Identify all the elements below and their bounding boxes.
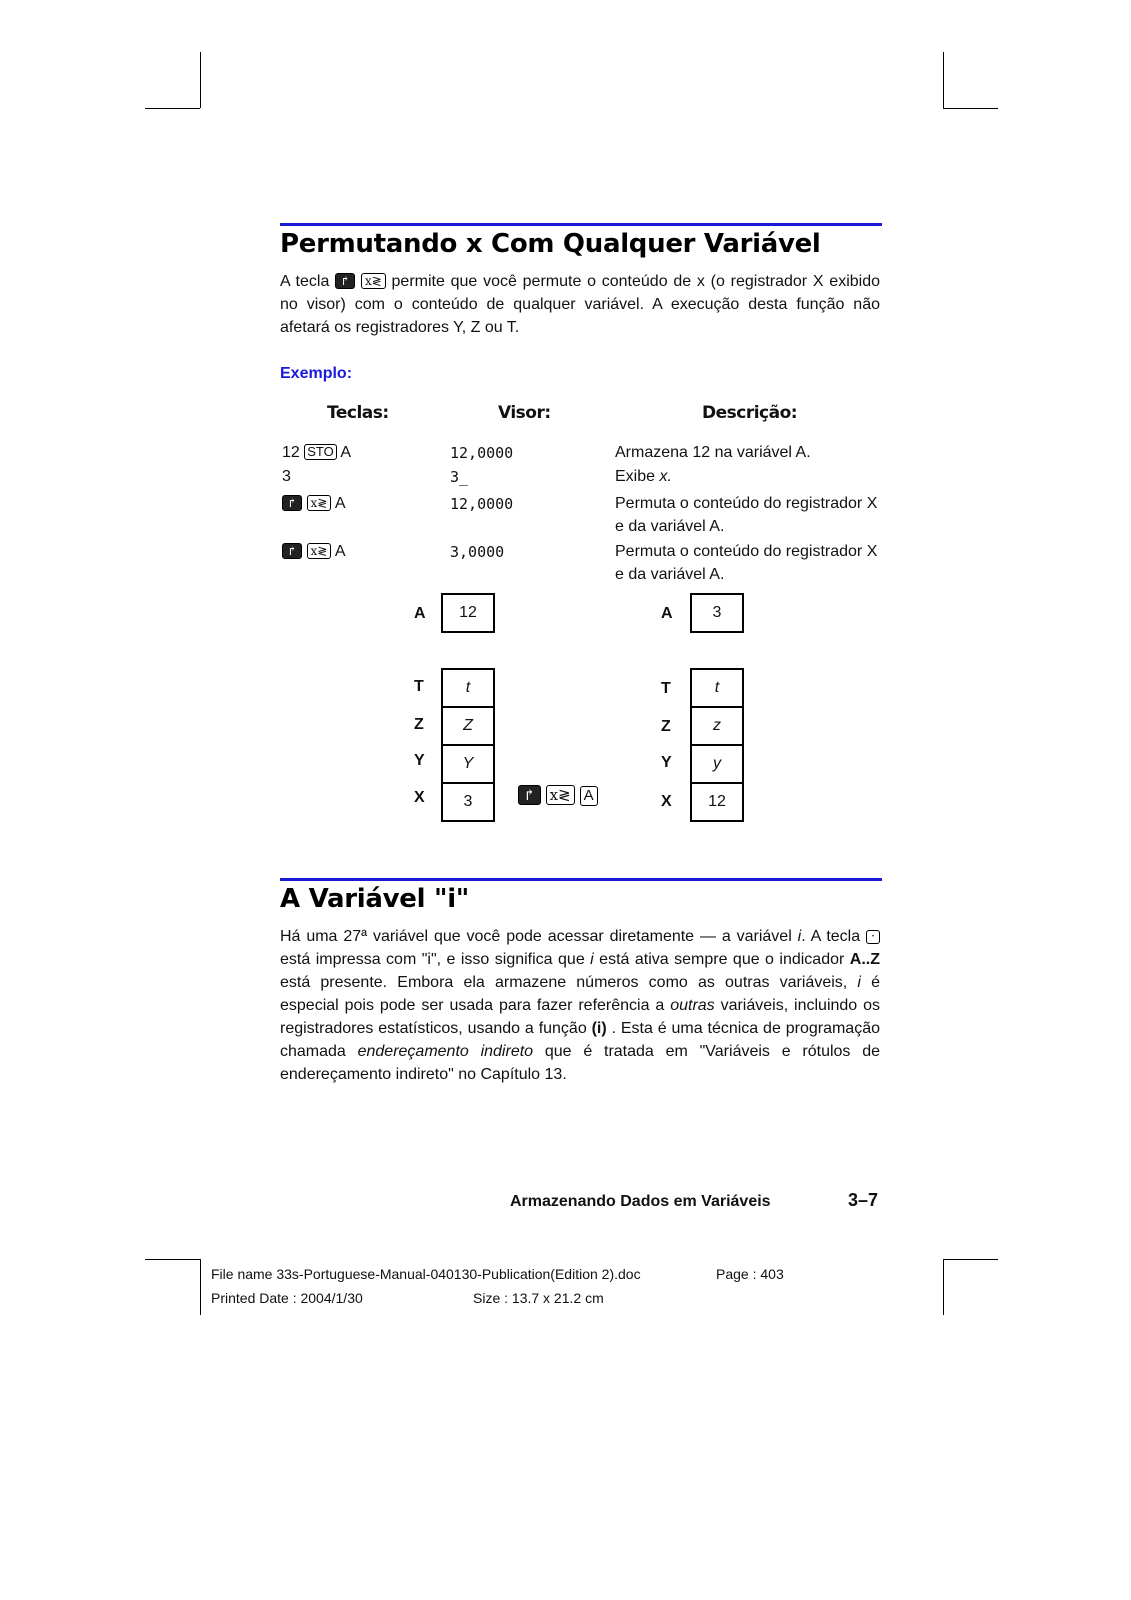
crop-mark [943, 1259, 998, 1260]
crop-mark [943, 1259, 944, 1315]
register-y: y [692, 746, 742, 784]
register-x: 3 [463, 793, 473, 810]
dot-key-icon: · [866, 930, 880, 944]
register-label: Y [414, 752, 425, 769]
row-description: Armazena 12 na variável A. [615, 444, 811, 461]
x-swap-key-icon: x≷ [361, 273, 386, 289]
row-display: 3,0000 [450, 543, 505, 561]
row-display: 12,0000 [450, 495, 514, 513]
crop-mark [145, 108, 200, 109]
register-t: t [692, 670, 742, 708]
register-label: T [661, 680, 671, 697]
header-display: Visor: [498, 403, 551, 423]
page-number: 3–7 [848, 1190, 879, 1210]
shift-key-icon: ↱ [282, 543, 302, 559]
a-key-icon: A [580, 786, 598, 806]
row-keys: ↱ x≷ A [282, 540, 346, 563]
shift-key-icon: ↱ [335, 273, 355, 289]
register-stack [690, 668, 744, 822]
register-y: Y [443, 746, 493, 784]
x-swap-key-icon: x≷ [546, 785, 575, 805]
section-body: Há uma 27ª variável que você pode acessar diretamente — a variável i. A tecla · está impressa com "i", e isso significa que i está ativa sempre que o indicador A..Z está presente. Embora ela armazene números como as outras variáveis, i é especial pois pode ser usada para fazer referência a outras variáveis, incluindo os registradores estatísticos, usando a função (i) . Esta é uma técnica de programação chamada endereçamento indireto que é tratada em "Variáveis e rótulos de endereçamento indireto" no Capítulo 13. [280, 928, 881, 1083]
section-heading: A Variável "i" [280, 884, 470, 914]
crop-mark [200, 52, 201, 108]
row-keys: 3 [282, 468, 291, 485]
x-swap-key-icon: x≷ [307, 543, 332, 559]
row-display: 12,0000 [450, 444, 514, 462]
register-t: t [443, 670, 493, 708]
row-description: Permuta o conteúdo do registrador X e da variável A. [615, 495, 878, 535]
section-rule [280, 223, 882, 226]
example-title: Exemplo: [280, 365, 353, 382]
shift-key-icon: ↱ [282, 495, 302, 511]
variable-a-box: 12 [441, 593, 495, 633]
register-label: Y [661, 754, 672, 771]
chapter-title: Armazenando Dados em Variáveis [510, 1193, 771, 1210]
shift-key-icon: ↱ [518, 785, 541, 805]
crop-mark [943, 108, 998, 109]
crop-mark [943, 52, 944, 108]
row-keys: ↱ x≷ A [282, 492, 346, 515]
section-heading: Permutando x Com Qualquer Variável [280, 229, 821, 259]
key-sequence [518, 785, 598, 806]
header-description: Descrição: [702, 403, 798, 423]
sto-key-icon: STO [304, 444, 337, 460]
page-label: Page : 403 [716, 1266, 784, 1282]
row-keys: 12 STO A [282, 444, 351, 461]
register-stack [441, 668, 495, 822]
size-label: Size : 13.7 x 21.2 cm [473, 1290, 604, 1306]
register-label: X [661, 793, 672, 810]
register-label: T [414, 678, 424, 695]
section-rule [280, 878, 882, 881]
row-description: Permuta o conteúdo do registrador X e da variável A. [615, 543, 878, 583]
row-description: Exibe x. [615, 468, 672, 485]
variable-a-box: 3 [690, 593, 744, 633]
register-label: X [414, 789, 425, 806]
crop-mark [200, 1259, 201, 1315]
crop-mark [145, 1259, 200, 1260]
file-name: File name 33s-Portuguese-Manual-040130-Publication(Edition 2).doc [211, 1266, 641, 1282]
x-swap-key-icon: x≷ [307, 495, 332, 511]
register-label: A [414, 605, 426, 622]
register-z: Z [443, 708, 493, 746]
register-label: A [661, 605, 673, 622]
register-label: Z [414, 716, 424, 733]
register-z: z [692, 708, 742, 746]
printed-date: Printed Date : 2004/1/30 [211, 1290, 363, 1306]
register-label: Z [661, 718, 671, 735]
register-x: 12 [708, 793, 726, 810]
section-intro: A tecla ↱ x≷ permite que você permute o conteúdo de x (o registrador X exibido no visor) com o conteúdo de qualquer variável. A execução desta função não afetará os registradores Y, Z ou T. [280, 273, 881, 336]
header-keys: Teclas: [327, 403, 389, 423]
row-display: 3_ [450, 468, 469, 486]
